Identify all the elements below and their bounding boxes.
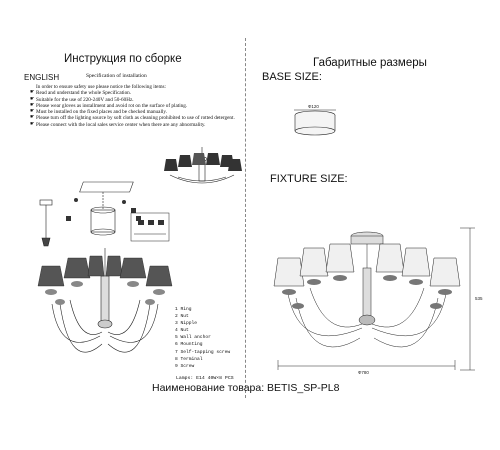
rule-item: ☛ Please turn off the lighting source by soft cloth as cleaning prohibited to use of rotted detergent. xyxy=(30,115,235,122)
part-item: 4 Nut xyxy=(175,328,189,334)
rule-item: ☛ Please wear gloves as installment and avoid rot on the surface of plating. xyxy=(30,102,188,109)
parts-list xyxy=(175,306,230,370)
fixture-size-drawing xyxy=(270,228,485,378)
pointer-icon: ☛ xyxy=(30,96,35,102)
chandelier-assembly-drawing xyxy=(40,248,170,378)
rule-item: ☛ Please connect with the local sales service center when there are any abnormality. xyxy=(30,121,206,128)
pointer-icon: ☛ xyxy=(30,109,35,115)
terminal-detail-image xyxy=(130,212,170,242)
dimensions-title: Габаритные размеры xyxy=(313,57,427,69)
base-dim-label: Ф120 xyxy=(308,104,319,109)
part-item: 9 Screw xyxy=(175,363,195,369)
fixture-size-label: FIXTURE SIZE: xyxy=(270,173,348,185)
rule-item: ☛ Read and understand the whole Specification. xyxy=(30,90,132,97)
height-dim-label: 535 xyxy=(475,296,483,301)
rule-item: ☛ Suitable for the use of 220-240V and 50-60Hz. xyxy=(30,96,134,103)
pointer-icon: ☛ xyxy=(30,90,35,96)
pointer-icon: ☛ xyxy=(30,121,35,127)
part-item: 6 Mounting xyxy=(175,342,203,348)
base-size-label: BASE SIZE: xyxy=(262,71,322,83)
lamps-spec: Lamps: E14 40W×8 PCS xyxy=(176,376,234,381)
fixture-preview-image xyxy=(160,145,245,195)
part-item: 3 Nipple xyxy=(175,321,198,327)
part-item: 8 Terminal xyxy=(175,356,203,362)
part-item: 5 Wall anchor xyxy=(175,335,211,341)
pointer-icon: ☛ xyxy=(30,115,35,121)
spec-title: Specification of installation xyxy=(86,73,147,79)
rule-item: In order to ensure safety use please notice the following items: xyxy=(36,84,166,90)
product-name: Наименование товара: BETIS_SP-PL8 xyxy=(152,382,340,394)
part-item: 7 Self-tapping screw xyxy=(175,349,231,355)
page-divider xyxy=(245,38,246,398)
rule-item: ☛ Must be installed on the fixed places and be checked manually. xyxy=(30,109,167,116)
safety-rules-list xyxy=(30,84,240,128)
part-item: 1 Ring xyxy=(175,307,192,312)
pointer-icon: ☛ xyxy=(30,102,35,108)
instruction-title: Инструкция по сборке xyxy=(64,53,182,65)
language-label: ENGLISH xyxy=(24,73,60,82)
base-size-drawing xyxy=(290,100,340,140)
part-item: 2 Nut xyxy=(175,314,189,320)
width-dim-label: Ф780 xyxy=(358,370,369,375)
